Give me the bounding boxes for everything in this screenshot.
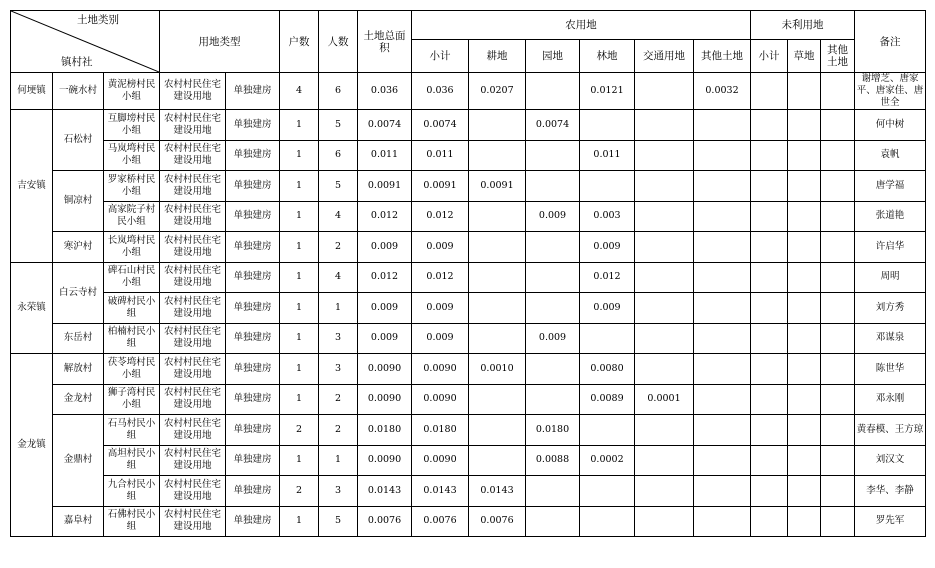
grass-cell [788, 171, 821, 202]
people-cell: 6 [319, 73, 358, 110]
type-cell: 单独建房 [226, 232, 280, 263]
unused-subtotal-cell [751, 232, 788, 263]
people-header: 人数 [319, 11, 358, 73]
cultivated-cell [469, 262, 526, 293]
total-cell: 0.009 [358, 232, 412, 263]
group-cell: 罗家桥村民小组 [104, 171, 160, 202]
total-cell: 0.0074 [358, 110, 412, 141]
total-cell: 0.009 [358, 293, 412, 324]
village-cell: 白云寺村 [53, 262, 104, 323]
garden-header: 园地 [526, 40, 580, 73]
note-cell: 李华、李静 [855, 476, 926, 507]
other-land-cell [694, 262, 751, 293]
grass-cell [788, 110, 821, 141]
group-cell: 互脚塝村民小组 [104, 110, 160, 141]
use-cell: 农村村民住宅建设用地 [160, 110, 226, 141]
grass-cell [788, 323, 821, 354]
total-cell: 0.0180 [358, 415, 412, 446]
forest-cell: 0.003 [580, 201, 635, 232]
total-cell: 0.011 [358, 140, 412, 171]
unused-subtotal-cell [751, 323, 788, 354]
use-cell: 农村村民住宅建设用地 [160, 415, 226, 446]
use-cell: 农村村民住宅建设用地 [160, 262, 226, 293]
grass-cell [788, 232, 821, 263]
unused-other-cell [821, 201, 855, 232]
group-cell: 茯苓塆村民小组 [104, 354, 160, 385]
traffic-cell [635, 445, 694, 476]
other-land-cell [694, 232, 751, 263]
note-cell: 刘汉文 [855, 445, 926, 476]
households-cell: 1 [280, 293, 319, 324]
total-cell: 0.0076 [358, 506, 412, 537]
garden-cell [526, 73, 580, 110]
group-cell: 破碑村民小组 [104, 293, 160, 324]
people-cell: 4 [319, 262, 358, 293]
use-cell: 农村村民住宅建设用地 [160, 506, 226, 537]
type-cell: 单独建房 [226, 506, 280, 537]
group-cell: 马岚塆村民小组 [104, 140, 160, 171]
notes-header: 备注 [855, 11, 926, 73]
unused-other-cell [821, 293, 855, 324]
group-cell: 石佛村民小组 [104, 506, 160, 537]
use-cell: 农村村民住宅建设用地 [160, 445, 226, 476]
garden-cell [526, 384, 580, 415]
garden-cell [526, 171, 580, 202]
other-land-cell [694, 445, 751, 476]
cultivated-header: 耕地 [469, 40, 526, 73]
note-cell: 张道艳 [855, 201, 926, 232]
forest-cell: 0.0089 [580, 384, 635, 415]
use-cell: 农村村民住宅建设用地 [160, 73, 226, 110]
garden-cell [526, 232, 580, 263]
other-land-cell [694, 323, 751, 354]
table-row [11, 445, 926, 476]
forest-cell [580, 506, 635, 537]
note-cell: 袁帆 [855, 140, 926, 171]
grass-cell [788, 415, 821, 446]
other-land-cell [694, 354, 751, 385]
people-cell: 4 [319, 201, 358, 232]
use-cell: 农村村民住宅建设用地 [160, 476, 226, 507]
type-cell: 单独建房 [226, 171, 280, 202]
village-cell: 寒沪村 [53, 232, 104, 263]
grass-cell [788, 476, 821, 507]
traffic-cell [635, 110, 694, 141]
unused-subtotal-cell [751, 384, 788, 415]
grass-cell [788, 384, 821, 415]
agri-subtotal-header: 小计 [412, 40, 469, 73]
garden-cell: 0.0180 [526, 415, 580, 446]
forest-cell [580, 415, 635, 446]
cultivated-cell [469, 384, 526, 415]
type-cell: 单独建房 [226, 476, 280, 507]
traffic-cell [635, 171, 694, 202]
people-cell: 1 [319, 445, 358, 476]
forest-cell: 0.011 [580, 140, 635, 171]
unused-other-header: 其他土地 [821, 40, 855, 73]
households-cell: 4 [280, 73, 319, 110]
total-cell: 0.0091 [358, 171, 412, 202]
forest-cell [580, 110, 635, 141]
town-cell: 永荣镇 [11, 262, 53, 354]
garden-cell [526, 262, 580, 293]
land-use-type-header: 用地类型 [160, 11, 280, 73]
group-cell: 碑石山村民小组 [104, 262, 160, 293]
grass-header: 草地 [788, 40, 821, 73]
unused-subtotal-cell [751, 476, 788, 507]
forest-cell: 0.0002 [580, 445, 635, 476]
garden-cell: 0.0074 [526, 110, 580, 141]
note-cell: 邓谋泉 [855, 323, 926, 354]
other-land-cell [694, 415, 751, 446]
agri-subtotal-cell: 0.0091 [412, 171, 469, 202]
unused-subtotal-cell [751, 445, 788, 476]
total-cell: 0.0143 [358, 476, 412, 507]
traffic-cell [635, 323, 694, 354]
diagonal-header-cell [11, 11, 160, 73]
households-cell: 1 [280, 384, 319, 415]
group-cell: 长岚塆村民小组 [104, 232, 160, 263]
unused-other-cell [821, 506, 855, 537]
note-cell: 陈世华 [855, 354, 926, 385]
land-category-label: 土地类别 [77, 14, 120, 26]
group-cell: 柏楠村民小组 [104, 323, 160, 354]
use-cell: 农村村民住宅建设用地 [160, 201, 226, 232]
unused-other-cell [821, 323, 855, 354]
group-cell: 石马村民小组 [104, 415, 160, 446]
households-cell: 2 [280, 415, 319, 446]
village-cell: 解放村 [53, 354, 104, 385]
town-cell: 何埂镇 [11, 73, 53, 110]
village-cell: 金鼎村 [53, 415, 104, 507]
unused-other-cell [821, 262, 855, 293]
households-cell: 1 [280, 140, 319, 171]
table-row [11, 73, 926, 110]
other-land-cell [694, 171, 751, 202]
traffic-cell [635, 201, 694, 232]
cultivated-cell [469, 323, 526, 354]
agri-subtotal-cell: 0.0074 [412, 110, 469, 141]
total-cell: 0.0090 [358, 354, 412, 385]
cultivated-cell [469, 110, 526, 141]
unused-subtotal-cell [751, 415, 788, 446]
cultivated-cell: 0.0091 [469, 171, 526, 202]
cultivated-cell: 0.0010 [469, 354, 526, 385]
group-cell: 高家院子村民小组 [104, 201, 160, 232]
traffic-cell [635, 476, 694, 507]
forest-cell: 0.0121 [580, 73, 635, 110]
households-cell: 1 [280, 171, 319, 202]
traffic-cell [635, 140, 694, 171]
agri-subtotal-cell: 0.0090 [412, 384, 469, 415]
unused-other-cell [821, 384, 855, 415]
people-cell: 5 [319, 506, 358, 537]
use-cell: 农村村民住宅建设用地 [160, 384, 226, 415]
note-cell: 何中树 [855, 110, 926, 141]
garden-cell: 0.009 [526, 201, 580, 232]
traffic-cell [635, 232, 694, 263]
cultivated-cell: 0.0076 [469, 506, 526, 537]
note-cell: 许启华 [855, 232, 926, 263]
unused-subtotal-cell [751, 293, 788, 324]
forest-cell [580, 323, 635, 354]
people-cell: 2 [319, 384, 358, 415]
use-cell: 农村村民住宅建设用地 [160, 354, 226, 385]
use-cell: 农村村民住宅建设用地 [160, 293, 226, 324]
type-cell: 单独建房 [226, 262, 280, 293]
note-cell: 罗先军 [855, 506, 926, 537]
type-cell: 单独建房 [226, 445, 280, 476]
table-row [11, 384, 926, 415]
cultivated-cell [469, 201, 526, 232]
use-cell: 农村村民住宅建设用地 [160, 140, 226, 171]
table-row [11, 354, 926, 385]
note-cell: 周明 [855, 262, 926, 293]
group-cell: 高坦村民小组 [104, 445, 160, 476]
cultivated-cell: 0.0207 [469, 73, 526, 110]
households-cell: 2 [280, 476, 319, 507]
garden-cell: 0.009 [526, 323, 580, 354]
garden-cell [526, 293, 580, 324]
table-row [11, 262, 926, 293]
garden-cell [526, 476, 580, 507]
note-cell: 谢增芝、唐家平、唐家佳、唐世全 [855, 73, 926, 110]
other-land-cell [694, 293, 751, 324]
people-cell: 3 [319, 323, 358, 354]
total-cell: 0.0090 [358, 445, 412, 476]
other-land-cell [694, 506, 751, 537]
forest-cell: 0.009 [580, 293, 635, 324]
agri-subtotal-cell: 0.0143 [412, 476, 469, 507]
households-cell: 1 [280, 445, 319, 476]
total-cell: 0.0090 [358, 384, 412, 415]
forest-header: 林地 [580, 40, 635, 73]
garden-cell: 0.0088 [526, 445, 580, 476]
unused-subtotal-header: 小计 [751, 40, 788, 73]
people-cell: 3 [319, 354, 358, 385]
table-row [11, 110, 926, 141]
grass-cell [788, 445, 821, 476]
total-cell: 0.012 [358, 262, 412, 293]
unused-other-cell [821, 476, 855, 507]
other-land-cell [694, 201, 751, 232]
agri-subtotal-cell: 0.009 [412, 323, 469, 354]
grass-cell [788, 73, 821, 110]
agri-subtotal-cell: 0.012 [412, 262, 469, 293]
group-cell: 黄泥榜村民小组 [104, 73, 160, 110]
type-cell: 单独建房 [226, 384, 280, 415]
village-cell: 金龙村 [53, 384, 104, 415]
garden-cell [526, 140, 580, 171]
traffic-cell [635, 73, 694, 110]
type-cell: 单独建房 [226, 354, 280, 385]
type-cell: 单独建房 [226, 110, 280, 141]
agri-land-header: 农用地 [412, 11, 751, 40]
unused-subtotal-cell [751, 354, 788, 385]
households-cell: 1 [280, 110, 319, 141]
table-row [11, 476, 926, 507]
traffic-header: 交通用地 [635, 40, 694, 73]
village-cell: 东岳村 [53, 323, 104, 354]
forest-cell: 0.012 [580, 262, 635, 293]
cultivated-cell [469, 415, 526, 446]
type-cell: 单独建房 [226, 140, 280, 171]
people-cell: 1 [319, 293, 358, 324]
agri-subtotal-cell: 0.009 [412, 293, 469, 324]
type-cell: 单独建房 [226, 201, 280, 232]
table-row [11, 232, 926, 263]
unused-other-cell [821, 110, 855, 141]
unused-other-cell [821, 140, 855, 171]
traffic-cell [635, 415, 694, 446]
traffic-cell [635, 262, 694, 293]
unused-land-header: 未利用地 [751, 11, 855, 40]
note-cell: 刘方秀 [855, 293, 926, 324]
unused-other-cell [821, 445, 855, 476]
type-cell: 单独建房 [226, 415, 280, 446]
land-use-table [10, 10, 926, 537]
people-cell: 2 [319, 232, 358, 263]
agri-subtotal-cell: 0.0180 [412, 415, 469, 446]
forest-cell: 0.009 [580, 232, 635, 263]
forest-cell [580, 476, 635, 507]
unused-other-cell [821, 73, 855, 110]
town-village-label: 镇村社 [61, 56, 93, 68]
agri-subtotal-cell: 0.0090 [412, 445, 469, 476]
village-cell: 嘉阜村 [53, 506, 104, 537]
grass-cell [788, 506, 821, 537]
village-cell: 石松村 [53, 110, 104, 171]
type-cell: 单独建房 [226, 323, 280, 354]
total-cell: 0.012 [358, 201, 412, 232]
town-cell: 吉安镇 [11, 110, 53, 263]
unused-subtotal-cell [751, 506, 788, 537]
people-cell: 3 [319, 476, 358, 507]
households-cell: 1 [280, 323, 319, 354]
people-cell: 6 [319, 140, 358, 171]
total-cell: 0.009 [358, 323, 412, 354]
note-cell: 唐学福 [855, 171, 926, 202]
agri-subtotal-cell: 0.0090 [412, 354, 469, 385]
grass-cell [788, 293, 821, 324]
unused-subtotal-cell [751, 201, 788, 232]
total-area-header: 土地总面积 [358, 11, 412, 73]
unused-other-cell [821, 232, 855, 263]
agri-subtotal-cell: 0.036 [412, 73, 469, 110]
note-cell: 黄春模、王方琼 [855, 415, 926, 446]
table-row [11, 293, 926, 324]
table-row [11, 415, 926, 446]
traffic-cell [635, 506, 694, 537]
other-land-cell [694, 384, 751, 415]
type-cell: 单独建房 [226, 73, 280, 110]
forest-cell [580, 171, 635, 202]
other-land-cell [694, 140, 751, 171]
cultivated-cell: 0.0143 [469, 476, 526, 507]
households-cell: 1 [280, 506, 319, 537]
agri-subtotal-cell: 0.011 [412, 140, 469, 171]
traffic-cell [635, 354, 694, 385]
grass-cell [788, 201, 821, 232]
grass-cell [788, 262, 821, 293]
table-row [11, 171, 926, 202]
households-cell: 1 [280, 232, 319, 263]
agri-subtotal-cell: 0.0076 [412, 506, 469, 537]
unused-other-cell [821, 354, 855, 385]
cultivated-cell [469, 140, 526, 171]
traffic-cell: 0.0001 [635, 384, 694, 415]
table-row [11, 323, 926, 354]
total-cell: 0.036 [358, 73, 412, 110]
people-cell: 2 [319, 415, 358, 446]
households-header: 户数 [280, 11, 319, 73]
unused-other-cell [821, 171, 855, 202]
use-cell: 农村村民住宅建设用地 [160, 232, 226, 263]
table-row [11, 140, 926, 171]
grass-cell [788, 354, 821, 385]
other-land-cell [694, 476, 751, 507]
unused-subtotal-cell [751, 262, 788, 293]
village-cell: 一碗水村 [53, 73, 104, 110]
group-cell: 狮子湾村民小组 [104, 384, 160, 415]
agri-subtotal-cell: 0.012 [412, 201, 469, 232]
cultivated-cell [469, 293, 526, 324]
other-land-cell [694, 110, 751, 141]
forest-cell: 0.0080 [580, 354, 635, 385]
table-row [11, 506, 926, 537]
agri-subtotal-cell: 0.009 [412, 232, 469, 263]
use-cell: 农村村民住宅建设用地 [160, 323, 226, 354]
households-cell: 1 [280, 262, 319, 293]
unused-subtotal-cell [751, 110, 788, 141]
use-cell: 农村村民住宅建设用地 [160, 171, 226, 202]
other-land-header: 其他土地 [694, 40, 751, 73]
unused-other-cell [821, 415, 855, 446]
village-cell: 铜凉村 [53, 171, 104, 232]
note-cell: 邓永刚 [855, 384, 926, 415]
unused-subtotal-cell [751, 140, 788, 171]
unused-subtotal-cell [751, 171, 788, 202]
unused-subtotal-cell [751, 73, 788, 110]
cultivated-cell [469, 445, 526, 476]
other-land-cell: 0.0032 [694, 73, 751, 110]
households-cell: 1 [280, 354, 319, 385]
people-cell: 5 [319, 110, 358, 141]
table-row [11, 201, 926, 232]
garden-cell [526, 506, 580, 537]
garden-cell [526, 354, 580, 385]
people-cell: 5 [319, 171, 358, 202]
traffic-cell [635, 293, 694, 324]
cultivated-cell [469, 232, 526, 263]
town-cell: 金龙镇 [11, 354, 53, 537]
group-cell: 九合村民小组 [104, 476, 160, 507]
households-cell: 1 [280, 201, 319, 232]
type-cell: 单独建房 [226, 293, 280, 324]
grass-cell [788, 140, 821, 171]
